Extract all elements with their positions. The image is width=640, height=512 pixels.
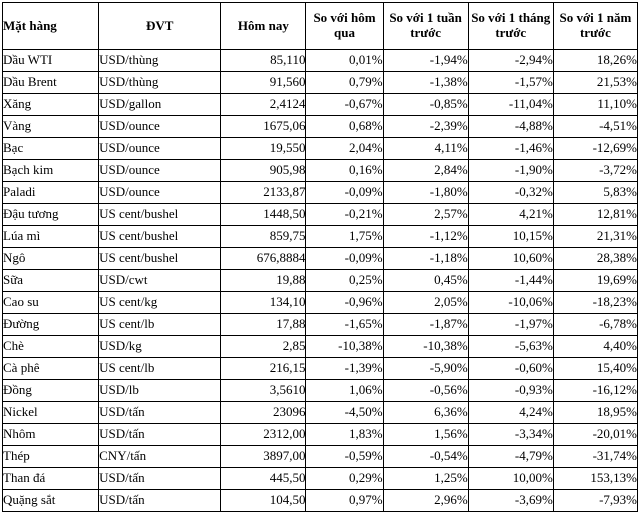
cell-vs-week: 2,96% [383, 490, 468, 512]
cell-vs-year: 19,69% [553, 270, 637, 292]
cell-vs-yesterday: 0,68% [306, 116, 383, 138]
table-row [3, 468, 638, 490]
cell-vs-month: -4,88% [468, 116, 553, 138]
cell-vs-month: 4,21% [468, 204, 553, 226]
cell-vs-yesterday: -1,39% [306, 358, 383, 380]
cell-vs-week: -0,85% [383, 94, 468, 116]
cell-unit: USD/ounce [99, 182, 221, 204]
cell-unit: USD/thùng [99, 72, 221, 94]
cell-vs-year: 21,31% [553, 226, 637, 248]
cell-unit: USD/cwt [99, 270, 221, 292]
cell-vs-week: -0,56% [383, 380, 468, 402]
cell-vs-month: -1,90% [468, 160, 553, 182]
cell-vs-week: 2,84% [383, 160, 468, 182]
cell-vs-year: -6,78% [553, 314, 637, 336]
cell-vs-yesterday: -0,59% [306, 446, 383, 468]
cell-vs-yesterday: -0,67% [306, 94, 383, 116]
cell-vs-month: -3,34% [468, 424, 553, 446]
cell-unit: CNY/tấn [99, 446, 221, 468]
cell-vs-year: -3,72% [553, 160, 637, 182]
cell-today: 134,10 [221, 292, 306, 314]
table-row [3, 226, 638, 248]
cell-vs-yesterday: -0,09% [306, 182, 383, 204]
cell-vs-yesterday: 0,01% [306, 50, 383, 72]
table-row [3, 94, 638, 116]
table-header-row [3, 3, 638, 50]
cell-vs-week: -1,18% [383, 248, 468, 270]
cell-vs-month: -2,94% [468, 50, 553, 72]
cell-vs-year: -16,12% [553, 380, 637, 402]
table-row [3, 270, 638, 292]
cell-unit: US cent/lb [99, 358, 221, 380]
cell-vs-month: -1,44% [468, 270, 553, 292]
cell-vs-year: 5,83% [553, 182, 637, 204]
cell-today: 2133,87 [221, 182, 306, 204]
cell-vs-month: -1,97% [468, 314, 553, 336]
table-row [3, 116, 638, 138]
cell-commodity: Đậu tương [3, 204, 99, 226]
cell-vs-year: -7,93% [553, 490, 637, 512]
table-row [3, 292, 638, 314]
table-row [3, 446, 638, 468]
cell-commodity: Bạc [3, 138, 99, 160]
table-header [3, 3, 638, 50]
column-header-vs-yesterday: So với hôm qua [306, 3, 383, 50]
cell-vs-year: 12,81% [553, 204, 637, 226]
cell-vs-year: 15,40% [553, 358, 637, 380]
cell-commodity: Than đá [3, 468, 99, 490]
cell-vs-yesterday: 0,79% [306, 72, 383, 94]
cell-commodity: Vàng [3, 116, 99, 138]
cell-unit: USD/tấn [99, 468, 221, 490]
cell-vs-year: -18,23% [553, 292, 637, 314]
cell-today: 3,5610 [221, 380, 306, 402]
cell-vs-yesterday: -0,96% [306, 292, 383, 314]
table-row [3, 182, 638, 204]
cell-vs-week: 1,56% [383, 424, 468, 446]
cell-vs-week: 1,25% [383, 468, 468, 490]
cell-today: 1448,50 [221, 204, 306, 226]
table-body [3, 50, 638, 512]
table-row [3, 204, 638, 226]
cell-vs-month: 4,24% [468, 402, 553, 424]
cell-unit: USD/tấn [99, 402, 221, 424]
column-header-today: Hôm nay [221, 3, 306, 50]
cell-today: 23096 [221, 402, 306, 424]
cell-commodity: Lúa mì [3, 226, 99, 248]
table-row [3, 138, 638, 160]
cell-vs-yesterday: 0,29% [306, 468, 383, 490]
table-row [3, 50, 638, 72]
cell-commodity: Cà phê [3, 358, 99, 380]
cell-today: 17,88 [221, 314, 306, 336]
cell-today: 676,8884 [221, 248, 306, 270]
cell-unit: US cent/bushel [99, 204, 221, 226]
cell-vs-week: -5,90% [383, 358, 468, 380]
cell-unit: USD/tấn [99, 424, 221, 446]
cell-vs-week: 4,11% [383, 138, 468, 160]
table-row [3, 358, 638, 380]
cell-unit: US cent/bushel [99, 226, 221, 248]
cell-vs-yesterday: -4,50% [306, 402, 383, 424]
commodity-price-table [2, 2, 638, 512]
table-row [3, 336, 638, 358]
cell-today: 2312,00 [221, 424, 306, 446]
cell-vs-yesterday: -10,38% [306, 336, 383, 358]
cell-commodity: Bạch kim [3, 160, 99, 182]
cell-vs-week: -1,87% [383, 314, 468, 336]
cell-vs-year: -31,74% [553, 446, 637, 468]
cell-vs-week: -1,94% [383, 50, 468, 72]
cell-unit: USD/ounce [99, 138, 221, 160]
cell-vs-year: 153,13% [553, 468, 637, 490]
table-row [3, 402, 638, 424]
cell-commodity: Nickel [3, 402, 99, 424]
cell-today: 2,4124 [221, 94, 306, 116]
cell-commodity: Cao su [3, 292, 99, 314]
cell-vs-week: -1,38% [383, 72, 468, 94]
table-row [3, 424, 638, 446]
cell-vs-year: 11,10% [553, 94, 637, 116]
cell-vs-yesterday: 0,25% [306, 270, 383, 292]
cell-vs-month: 10,15% [468, 226, 553, 248]
table-row [3, 160, 638, 182]
cell-commodity: Thép [3, 446, 99, 468]
cell-commodity: Đồng [3, 380, 99, 402]
cell-vs-month: 10,60% [468, 248, 553, 270]
cell-vs-month: -10,06% [468, 292, 553, 314]
cell-commodity: Ngô [3, 248, 99, 270]
cell-today: 2,85 [221, 336, 306, 358]
cell-vs-year: 18,26% [553, 50, 637, 72]
table-row [3, 314, 638, 336]
column-header-vs-week: So với 1 tuần trước [383, 3, 468, 50]
cell-today: 104,50 [221, 490, 306, 512]
cell-vs-yesterday: -0,21% [306, 204, 383, 226]
cell-vs-month: -11,04% [468, 94, 553, 116]
cell-today: 85,110 [221, 50, 306, 72]
cell-commodity: Xăng [3, 94, 99, 116]
cell-vs-yesterday: 1,83% [306, 424, 383, 446]
cell-today: 19,88 [221, 270, 306, 292]
table-row [3, 248, 638, 270]
cell-commodity: Chè [3, 336, 99, 358]
cell-vs-yesterday: 2,04% [306, 138, 383, 160]
column-header-unit: ĐVT [99, 3, 221, 50]
cell-unit: USD/ounce [99, 160, 221, 182]
cell-unit: USD/ounce [99, 116, 221, 138]
cell-vs-month: -0,60% [468, 358, 553, 380]
cell-today: 19,550 [221, 138, 306, 160]
cell-vs-yesterday: 0,97% [306, 490, 383, 512]
cell-vs-year: 28,38% [553, 248, 637, 270]
cell-commodity: Sữa [3, 270, 99, 292]
cell-vs-yesterday: 1,06% [306, 380, 383, 402]
cell-commodity: Đường [3, 314, 99, 336]
cell-unit: USD/gallon [99, 94, 221, 116]
cell-vs-year: 18,95% [553, 402, 637, 424]
cell-vs-month: -3,69% [468, 490, 553, 512]
cell-unit: US cent/kg [99, 292, 221, 314]
cell-unit: US cent/lb [99, 314, 221, 336]
cell-unit: US cent/bushel [99, 248, 221, 270]
cell-commodity: Quặng sắt [3, 490, 99, 512]
table-row [3, 490, 638, 512]
cell-today: 1675,06 [221, 116, 306, 138]
cell-vs-month: -0,93% [468, 380, 553, 402]
cell-commodity: Dầu Brent [3, 72, 99, 94]
cell-vs-week: -10,38% [383, 336, 468, 358]
cell-vs-week: -2,39% [383, 116, 468, 138]
cell-commodity: Paladi [3, 182, 99, 204]
table-row [3, 72, 638, 94]
cell-vs-week: 2,57% [383, 204, 468, 226]
cell-today: 859,75 [221, 226, 306, 248]
cell-vs-year: -12,69% [553, 138, 637, 160]
cell-vs-month: 10,00% [468, 468, 553, 490]
cell-vs-week: -1,12% [383, 226, 468, 248]
cell-vs-week: -1,80% [383, 182, 468, 204]
cell-unit: USD/kg [99, 336, 221, 358]
cell-vs-week: 0,45% [383, 270, 468, 292]
cell-today: 216,15 [221, 358, 306, 380]
cell-unit: USD/tấn [99, 490, 221, 512]
cell-vs-yesterday: -0,09% [306, 248, 383, 270]
cell-vs-month: -1,46% [468, 138, 553, 160]
cell-vs-week: 6,36% [383, 402, 468, 424]
cell-vs-yesterday: 1,75% [306, 226, 383, 248]
cell-today: 445,50 [221, 468, 306, 490]
cell-vs-yesterday: 0,16% [306, 160, 383, 182]
cell-unit: USD/lb [99, 380, 221, 402]
cell-vs-year: -4,51% [553, 116, 637, 138]
cell-vs-year: 4,40% [553, 336, 637, 358]
cell-unit: USD/thùng [99, 50, 221, 72]
cell-commodity: Dầu WTI [3, 50, 99, 72]
table-row [3, 380, 638, 402]
column-header-vs-month: So với 1 tháng trước [468, 3, 553, 50]
cell-vs-month: -1,57% [468, 72, 553, 94]
cell-vs-month: -4,79% [468, 446, 553, 468]
cell-vs-yesterday: -1,65% [306, 314, 383, 336]
column-header-vs-year: So với 1 năm trước [553, 3, 637, 50]
cell-vs-year: -20,01% [553, 424, 637, 446]
cell-vs-month: -0,32% [468, 182, 553, 204]
cell-commodity: Nhôm [3, 424, 99, 446]
cell-today: 3897,00 [221, 446, 306, 468]
cell-today: 91,560 [221, 72, 306, 94]
cell-vs-month: -5,63% [468, 336, 553, 358]
cell-vs-week: -0,54% [383, 446, 468, 468]
cell-vs-year: 21,53% [553, 72, 637, 94]
cell-today: 905,98 [221, 160, 306, 182]
column-header-commodity: Mặt hàng [3, 3, 99, 50]
cell-vs-week: 2,05% [383, 292, 468, 314]
